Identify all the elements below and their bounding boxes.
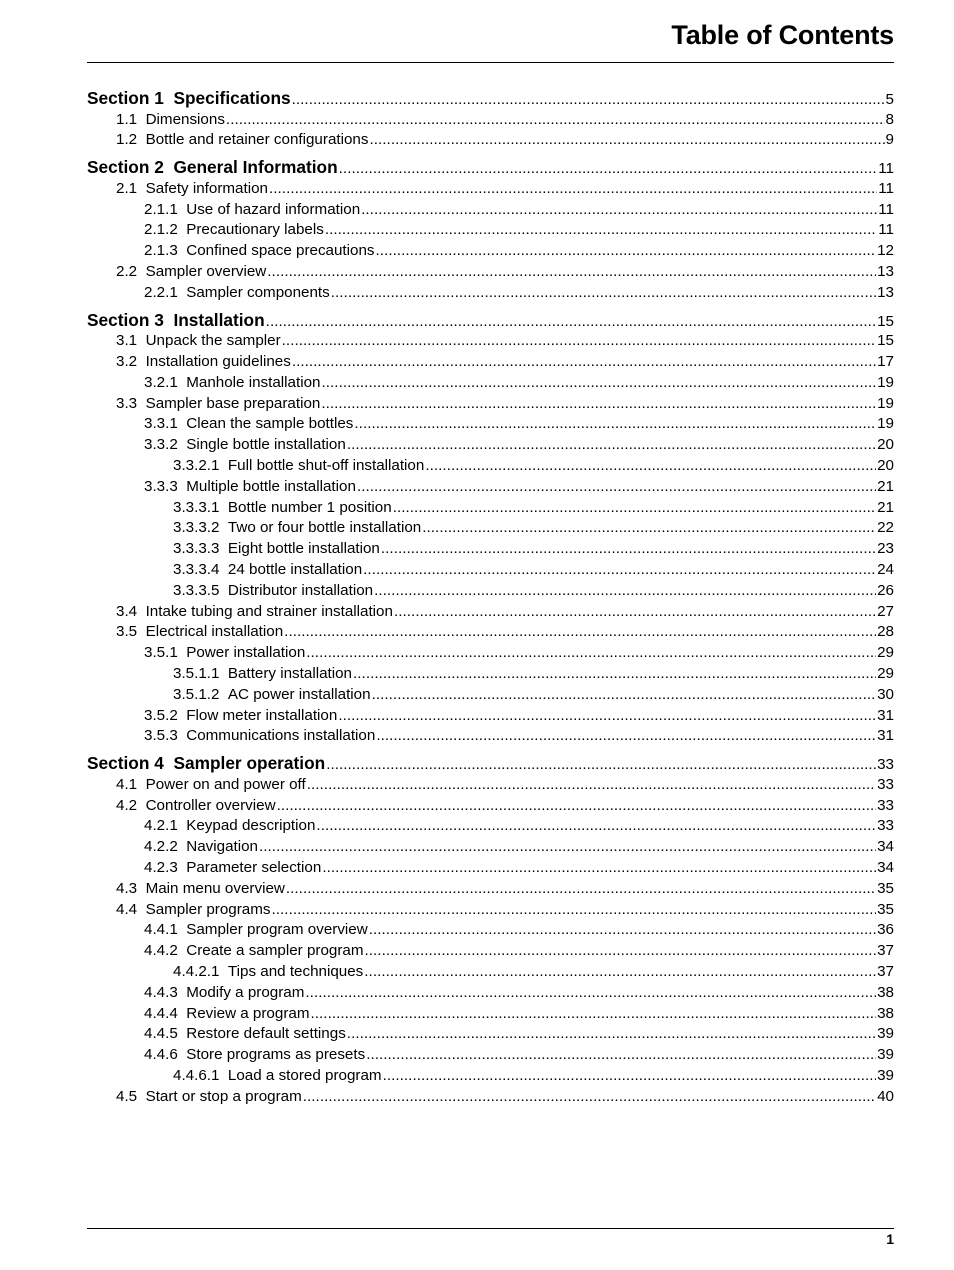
toc-entry-page: 37 [877,963,894,981]
toc-dot-leader [325,220,877,241]
toc-entry-number: 4.4.6 [144,1046,178,1064]
toc-entry-title: Power installation [186,644,306,662]
toc-entry[interactable] [87,879,894,900]
toc-entry-title: Eight bottle installation [227,540,380,558]
footer-rule [87,1228,894,1229]
toc-entry-spacer [178,816,186,837]
toc-entry-number: 3.3 [116,394,138,412]
toc-dot-leader [383,1066,877,1087]
toc-entry-title: Intake tubing and strainer installation [145,602,393,620]
toc-entry-spacer [178,920,186,941]
toc-dot-leader [259,837,876,858]
toc-entry[interactable] [87,456,894,477]
toc-entry[interactable] [87,622,894,643]
toc-entry[interactable] [87,262,894,283]
toc-entry-spacer [219,456,227,477]
toc-dot-leader [316,816,876,837]
toc-entry-title: Navigation [186,838,258,856]
toc-entry-title: Flow meter installation [186,706,338,724]
toc-entry[interactable] [87,581,894,602]
toc-entry-title: Restore default settings [186,1025,346,1043]
toc-entry[interactable] [87,200,894,221]
toc-entry[interactable] [87,373,894,394]
toc-entry-spacer [137,775,145,796]
toc-entry-page: 33 [877,817,894,835]
toc-entry-number: 3.3.1 [144,415,178,433]
toc-entry-title: Sampler base preparation [145,394,321,412]
toc-entry[interactable] [87,435,894,456]
toc-entry-number: 3.2.1 [144,373,178,391]
toc-entry-spacer [137,622,145,643]
toc-entry-spacer [178,837,186,858]
toc-entry-number: 4.3 [116,879,138,897]
toc-entry-spacer [178,414,186,435]
toc-entry-title: Single bottle installation [186,436,346,454]
toc-entry-page: 19 [877,394,894,412]
toc-entry-title: Safety information [145,179,268,197]
toc-entry[interactable] [87,920,894,941]
toc-entry-title: Store programs as presets [186,1046,366,1064]
toc-dot-leader [303,1087,876,1108]
toc-entry-page: 13 [877,283,894,301]
toc-entry-spacer [178,1004,186,1025]
toc-entry-title: Communications installation [186,727,376,745]
toc-dot-leader [267,262,876,283]
toc-entry-page: 21 [877,498,894,516]
toc-entry-number: 4.1 [116,775,138,793]
toc-entry-title: Tips and techniques [227,963,364,981]
toc-entry-number: 4.4.3 [144,983,178,1001]
toc-entry-title: General Information [173,157,338,178]
toc-dot-leader [365,941,877,962]
toc-entry-number: 4.4.2.1 [173,963,220,981]
toc-entry[interactable] [87,941,894,962]
toc-entry-spacer [164,753,174,775]
toc-dot-leader [381,539,876,560]
toc-entry-spacer [164,310,174,332]
toc-entry-title: Start or stop a program [145,1087,302,1105]
toc-entry-title: Main menu overview [145,879,285,897]
toc-entry[interactable] [87,241,894,262]
toc-entry-title: Two or four bottle installation [227,519,422,537]
toc-dot-leader [277,796,877,817]
toc-entry-number: 2.2 [116,262,138,280]
toc-entry-page: 15 [877,312,894,330]
toc-entry-number: 1.2 [116,131,138,149]
toc-entry-spacer [178,858,186,879]
toc-entry-page: 26 [877,581,894,599]
toc-entry-spacer [178,1024,186,1045]
toc-entry-number: 2.1.2 [144,221,178,239]
toc-entry-page: 36 [877,921,894,939]
toc-entry[interactable] [87,775,894,796]
toc-entry-page: 20 [877,457,894,475]
page-number: 1 [886,1231,894,1247]
toc-entry-title: Controller overview [145,796,276,814]
toc-entry-page: 9 [885,131,894,149]
toc-entry-title: Keypad description [186,817,316,835]
toc-entry-title: Power on and power off [145,775,306,793]
table-of-contents [87,88,894,1108]
toc-entry-number: 4.5 [116,1087,138,1105]
toc-dot-leader [306,643,876,664]
toc-entry-spacer [178,983,186,1004]
toc-dot-leader [369,130,884,151]
toc-entry-spacer [219,539,227,560]
toc-entry[interactable] [87,477,894,498]
toc-entry-page: 11 [878,200,894,218]
toc-entry-spacer [219,498,227,519]
toc-entry-page: 38 [877,983,894,1001]
toc-entry-title: Review a program [186,1004,310,1022]
toc-entry[interactable] [87,837,894,858]
toc-entry-number: 3.3.2 [144,436,178,454]
toc-dot-leader [372,685,877,706]
toc-entry-page: 11 [878,179,894,197]
toc-dot-leader [310,1004,876,1025]
toc-entry-spacer [219,1066,227,1087]
toc-entry-title: Unpack the sampler [145,332,281,350]
toc-entry-spacer [178,435,186,456]
toc-dot-leader [376,726,876,747]
toc-entry-number: 4.4.2 [144,942,178,960]
toc-entry-number: 3.4 [116,602,138,620]
toc-entry-number: Section 1 [87,88,164,108]
toc-dot-leader [357,477,876,498]
toc-entry-page: 17 [877,353,894,371]
toc-dot-leader [354,414,876,435]
toc-entry-number: 3.5.3 [144,727,178,745]
toc-entry-number: 3.1 [116,332,138,350]
toc-dot-leader [366,1045,876,1066]
toc-entry-spacer [219,962,227,983]
toc-dot-leader [322,858,876,879]
toc-entry-page: 24 [877,561,894,579]
toc-entry-page: 38 [877,1004,894,1022]
toc-dot-leader [353,664,876,685]
toc-entry-page: 28 [877,623,894,641]
toc-entry-spacer [137,110,145,131]
toc-dot-leader [347,1024,876,1045]
toc-entry-page: 40 [877,1087,894,1105]
toc-entry-number: 1.1 [116,110,138,128]
toc-entry-title: Dimensions [145,110,225,128]
toc-entry-title: Multiple bottle installation [186,477,356,495]
toc-entry[interactable] [87,560,894,581]
toc-entry-number: 3.3.3.4 [173,561,220,579]
toc-entry-title: Battery installation [227,665,353,682]
toc-entry-number: 3.3.3.5 [173,581,220,599]
toc-entry-spacer [178,477,186,498]
toc-entry-spacer [178,373,186,394]
toc-entry-title: Bottle number 1 position [227,498,392,516]
toc-entry-page: 39 [877,1067,894,1085]
toc-entry-title: Create a sampler program [186,942,364,960]
toc-entry-title: Distributor installation [227,581,374,599]
toc-entry-page: 21 [877,477,894,495]
toc-entry-spacer [178,220,186,241]
toc-entry-number: 4.4.4 [144,1004,178,1022]
toc-entry-number: 3.5.2 [144,706,178,724]
toc-entry[interactable] [87,352,894,373]
toc-entry-title: Sampler components [186,283,330,301]
toc-entry-number: 3.3.3.2 [173,519,220,537]
toc-entry-number: 2.1.1 [144,200,178,218]
toc-entry[interactable] [87,706,894,727]
toc-entry-number: 3.3.3.1 [173,498,220,516]
toc-dot-leader [286,879,876,900]
toc-entry-spacer [164,157,174,179]
toc-entry-page: 34 [877,859,894,877]
toc-entry-number: 3.2 [116,353,138,371]
toc-dot-leader [374,581,876,602]
toc-entry-number: 2.1 [116,179,138,197]
toc-entry-page: 8 [885,110,894,128]
toc-entry-page: 19 [877,373,894,391]
toc-entry[interactable] [87,962,894,983]
toc-section-entry[interactable] [87,753,894,775]
toc-dot-leader [369,920,876,941]
toc-entry[interactable] [87,1087,894,1108]
toc-dot-leader [269,179,877,200]
toc-entry[interactable] [87,1024,894,1045]
toc-entry-title: 24 bottle installation [227,561,363,579]
toc-entry-spacer [137,394,145,415]
toc-entry[interactable] [87,110,894,131]
toc-dot-leader [339,158,878,180]
toc-entry-page: 39 [877,1046,894,1064]
toc-entry-page: 15 [877,332,894,350]
toc-entry-spacer [178,706,186,727]
toc-entry[interactable] [87,498,894,519]
toc-entry-title: Sampler program overview [186,921,368,939]
toc-entry-title: AC power installation [227,685,371,703]
toc-dot-leader [284,622,876,643]
toc-entry-page: 33 [877,756,894,774]
toc-entry-page: 35 [877,900,894,918]
toc-entry-page: 33 [877,775,894,793]
toc-entry-number: 3.5.1 [144,644,178,662]
toc-entry-title: Load a stored program [227,1067,382,1085]
toc-entry-spacer [219,560,227,581]
toc-entry-number: 4.2 [116,796,138,814]
toc-entry-number: 4.4 [116,900,138,918]
toc-entry[interactable] [87,414,894,435]
toc-entry-page: 27 [877,602,894,620]
toc-dot-leader [321,373,876,394]
toc-entry-title: Manhole installation [186,373,321,391]
toc-entry-title: Clean the sample bottles [186,415,354,433]
toc-entry-spacer [219,581,227,602]
toc-section-entry[interactable] [87,157,894,179]
toc-entry-page: 13 [877,262,894,280]
toc-entry-spacer [178,200,186,221]
toc-dot-leader [326,754,876,776]
toc-entry-page: 33 [877,796,894,814]
toc-entry[interactable] [87,331,894,352]
toc-entry[interactable] [87,816,894,837]
toc-entry-spacer [137,130,145,151]
toc-entry-page: 5 [885,91,894,108]
toc-entry-spacer [137,1087,145,1108]
toc-entry-page: 22 [877,519,894,537]
toc-entry-title: Installation [173,309,265,330]
toc-section-entry[interactable] [87,310,894,332]
toc-entry-number: 2.2.1 [144,283,178,301]
toc-entry[interactable] [87,539,894,560]
toc-entry-title: Confined space precautions [186,242,375,260]
toc-entry[interactable] [87,900,894,921]
toc-dot-leader [282,331,876,352]
toc-entry-page: 34 [877,838,894,856]
toc-entry-number: 4.2.1 [144,817,178,835]
toc-entry[interactable] [87,602,894,623]
toc-entry-number: 4.2.3 [144,859,178,877]
toc-entry-title: Full bottle shut-off installation [227,457,425,475]
toc-entry-number: 3.5 [116,623,138,641]
toc-entry-number: 3.3.3.3 [173,540,220,558]
toc-entry-spacer [219,518,227,539]
toc-entry-number: 3.5.1.2 [173,685,220,703]
toc-dot-leader [307,775,876,796]
toc-entry-page: 30 [877,685,894,703]
toc-entry-title: Modify a program [186,983,305,1001]
toc-dot-leader [226,110,885,131]
toc-entry-spacer [137,879,145,900]
toc-entry-title: Precautionary labels [186,221,324,239]
toc-section-entry[interactable] [87,88,894,110]
toc-entry-title: Sampler programs [145,900,271,918]
toc-entry[interactable] [87,643,894,664]
toc-dot-leader [292,89,885,111]
toc-entry-spacer [137,179,145,200]
toc-entry[interactable] [87,726,894,747]
toc-dot-leader [321,394,876,415]
toc-entry-page: 11 [878,160,894,178]
toc-entry[interactable] [87,1066,894,1087]
toc-entry[interactable] [87,858,894,879]
toc-entry-number: 4.4.1 [144,921,178,939]
toc-dot-leader [425,456,876,477]
toc-dot-leader [347,435,876,456]
toc-entry[interactable] [87,130,894,151]
page-title: Table of Contents [671,20,894,50]
toc-entry-title: Electrical installation [145,623,284,641]
toc-entry-spacer [178,283,186,304]
toc-entry-number: 4.2.2 [144,838,178,856]
toc-entry-page: 11 [878,221,894,239]
toc-entry-number: 4.4.5 [144,1025,178,1043]
toc-entry-number: Section 2 [87,157,164,178]
toc-entry[interactable] [87,664,894,685]
toc-entry-number: 3.5.1.1 [173,665,220,682]
toc-entry-spacer [219,664,227,685]
toc-entry-spacer [178,643,186,664]
toc-dot-leader [292,352,876,373]
toc-entry-spacer [178,941,186,962]
toc-entry-title: Sampler overview [145,262,267,280]
toc-dot-leader [266,311,876,333]
toc-dot-leader [338,706,876,727]
toc-entry[interactable] [87,394,894,415]
toc-dot-leader [361,200,877,221]
toc-entry[interactable] [87,283,894,304]
toc-entry-page: 12 [877,242,894,260]
toc-entry-title: Specifications [173,88,291,108]
toc-entry-spacer [178,726,186,747]
toc-entry-number: Section 3 [87,309,164,330]
toc-dot-leader [364,962,876,983]
toc-entry[interactable] [87,179,894,200]
toc-dot-leader [394,602,876,623]
toc-entry-spacer [137,900,145,921]
toc-entry-spacer [178,241,186,262]
toc-dot-leader [376,241,877,262]
toc-entry-spacer [137,262,145,283]
toc-entry[interactable] [87,518,894,539]
toc-entry-page: 29 [877,665,894,682]
toc-dot-leader [272,900,877,921]
toc-entry-number: 2.1.3 [144,242,178,260]
toc-entry-page: 23 [877,540,894,558]
toc-entry-page: 39 [877,1025,894,1043]
toc-entry-spacer [137,796,145,817]
toc-entry-title: Sampler operation [173,753,326,774]
toc-dot-leader [363,560,876,581]
toc-entry-spacer [137,352,145,373]
header-rule [87,62,894,63]
toc-entry-title: Parameter selection [186,859,322,877]
toc-entry[interactable] [87,983,894,1004]
toc-entry-page: 35 [877,879,894,897]
toc-entry-page: 37 [877,942,894,960]
toc-entry-page: 19 [877,415,894,433]
toc-entry-number: 3.3.3 [144,477,178,495]
toc-entry[interactable] [87,796,894,817]
toc-entry-spacer [219,685,227,706]
toc-entry-title: Bottle and retainer configurations [145,131,369,149]
toc-entry-number: 4.4.6.1 [173,1067,220,1085]
toc-entry-number: 3.3.2.1 [173,457,220,475]
toc-entry-title: Use of hazard information [186,200,361,218]
toc-entry-page: 29 [877,644,894,662]
toc-entry-title: Installation guidelines [145,353,291,371]
toc-entry[interactable] [87,220,894,241]
toc-entry-spacer [137,602,145,623]
toc-dot-leader [422,518,876,539]
toc-dot-leader [331,283,876,304]
toc-dot-leader [393,498,876,519]
toc-entry-number: Section 4 [87,753,164,774]
toc-entry-spacer [137,331,145,352]
toc-dot-leader [305,983,876,1004]
toc-entry-page: 31 [877,706,894,724]
toc-entry-spacer [164,88,174,110]
toc-entry[interactable] [87,1045,894,1066]
toc-entry[interactable] [87,685,894,706]
toc-entry[interactable] [87,1004,894,1025]
toc-entry-page: 20 [877,436,894,454]
toc-entry-page: 31 [877,727,894,745]
toc-entry-spacer [178,1045,186,1066]
